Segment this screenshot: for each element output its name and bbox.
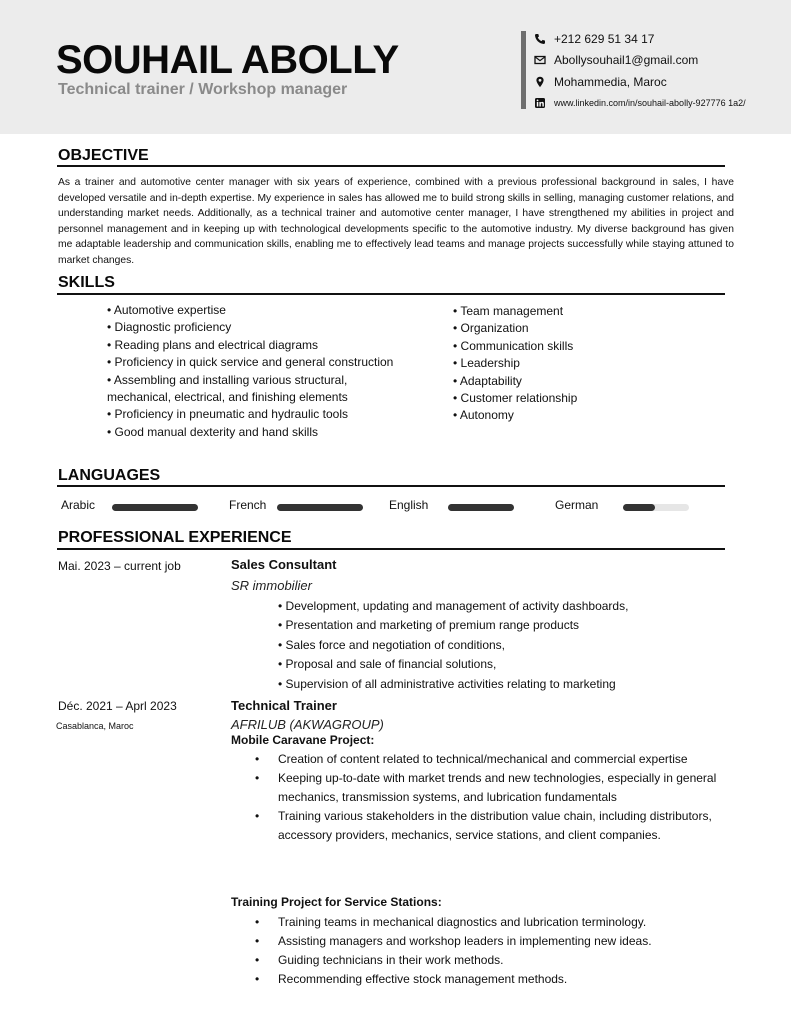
job-company: SR immobilier: [231, 578, 312, 593]
experience-rule: [57, 548, 725, 550]
list-item: • Development, updating and management of activity dashboards,: [278, 599, 629, 613]
job-duties-list: [278, 597, 628, 694]
project-tasks-list: [255, 913, 725, 989]
objective-text: As a trainer and automotive center manager with six years of experience, combined with a previous professional background in sales, I have developed versatile and in-depth expertise. My experience in sales has allowed me to build strong skills in selling, managing customer relations, and understanding market needs. Additionally, as a technical trainer and automotive center manager, I have strengthened my abilities in project and personnel management and in keeping up with technological developments specific to the automotive industry. My diverse background has given me adaptable leadership and communication skills, enabling me to effectively lead teams and manage projects successfully while staying attuned to market changes.: [58, 177, 734, 266]
skills-list-left: [107, 302, 397, 441]
list-item: • Reading plans and electrical diagrams: [107, 337, 318, 352]
language-level-fill: [112, 504, 198, 511]
language-level-bar: [112, 504, 198, 511]
language-name: French: [229, 498, 267, 512]
contact-email[interactable]: [534, 53, 698, 67]
languages-rule: [57, 485, 725, 487]
skills-rule: [57, 293, 725, 295]
list-item: • Training teams in mechanical diagnostics and lubrication terminology.: [255, 913, 725, 932]
language-name: English: [389, 498, 429, 512]
list-item: • Keeping up-to-date with market trends and new technologies, especially in general mechanics, transmission systems, and lubrication fundamentals: [255, 769, 725, 807]
list-item: • Adaptability: [453, 373, 522, 388]
languages-heading: LANGUAGES: [58, 467, 161, 484]
list-item: • Presentation and marketing of premium range products: [278, 618, 580, 633]
objective-heading: OBJECTIVE: [58, 147, 149, 164]
map-pin-icon: [534, 76, 546, 88]
candidate-name: SOUHAIL ABOLLY: [56, 38, 399, 82]
contact-email-text: Abollysouhail1@gmail.com: [554, 53, 699, 67]
language-name: Arabic: [61, 498, 96, 512]
list-item: • Good manual dexterity and hand skills: [107, 424, 318, 439]
job-company: AFRILUB (AKWAGROUP): [231, 717, 384, 732]
linkedin-icon: [534, 97, 546, 109]
list-item: • Leadership: [453, 356, 520, 371]
list-item: • Communication skills: [453, 338, 574, 353]
project-title: Training Project for Service Stations:: [231, 895, 442, 909]
list-item: • Proficiency in pneumatic and hydraulic tools: [107, 407, 348, 422]
experience-heading: PROFESSIONAL EXPERIENCE: [58, 529, 292, 546]
contact-linkedin-text: www.linkedin.com/in/souhail-abolly-927776 1a2/: [554, 98, 746, 108]
job-title: Technical Trainer: [231, 698, 337, 713]
contact-location-text: Mohammedia, Maroc: [554, 75, 667, 89]
list-item: • Proposal and sale of financial solutions,: [278, 657, 497, 672]
language-level-bar: [623, 504, 689, 511]
list-item: • Proficiency in quick service and general construction: [107, 355, 394, 370]
project-tasks-list: [255, 750, 725, 845]
job-date: Mai. 2023 – current job: [58, 559, 181, 573]
list-item: • Guiding technicians in their work methods.: [255, 951, 725, 970]
list-item: • Supervision of all administrative activities relating to marketing: [278, 676, 616, 691]
candidate-subtitle: Technical trainer / Workshop manager: [58, 81, 348, 98]
list-item: • Diagnostic proficiency: [107, 320, 232, 335]
list-item: • Automotive expertise: [107, 303, 226, 317]
list-item: • Recommending effective stock management methods.: [255, 970, 725, 989]
list-item: • Assembling and installing various structural, mechanical, electrical, and finishing elements: [107, 372, 348, 405]
contact-phone[interactable]: [534, 32, 654, 46]
list-item: • Team management: [453, 304, 564, 318]
list-item: • Training various stakeholders in the distribution value chain, including distributors, accessory providers, mechanics, service stations, and client companies.: [255, 807, 725, 845]
list-item: • Creation of content related to technical/mechanical and commercial expertise: [255, 750, 725, 769]
skills-list-right: [453, 303, 713, 425]
list-item: • Sales force and negotiation of conditions,: [278, 637, 506, 652]
contact-location: [534, 75, 667, 89]
contact-phone-text: +212 629 51 34 17: [554, 32, 655, 46]
contact-divider: [521, 31, 526, 109]
objective-rule: [57, 165, 725, 167]
language-level-fill: [277, 504, 363, 511]
language-level-bar: [448, 504, 514, 511]
project-title: Mobile Caravane Project:: [231, 733, 375, 747]
phone-icon: [534, 33, 546, 45]
envelope-icon: [534, 54, 546, 66]
list-item: • Assisting managers and workshop leaders in implementing new ideas.: [255, 932, 725, 951]
job-date: Déc. 2021 – Aprl 2023: [58, 699, 177, 713]
job-title: Sales Consultant: [231, 557, 337, 572]
list-item: • Autonomy: [453, 408, 514, 423]
language-level-fill: [623, 504, 655, 511]
list-item: • Organization: [453, 321, 529, 336]
language-level-fill: [448, 504, 514, 511]
language-level-bar: [277, 504, 363, 511]
language-name: German: [555, 498, 599, 512]
list-item: • Customer relationship: [453, 391, 578, 406]
skills-heading: SKILLS: [58, 274, 115, 291]
job-location: Casablanca, Maroc: [56, 721, 134, 731]
contact-linkedin[interactable]: [534, 96, 746, 110]
